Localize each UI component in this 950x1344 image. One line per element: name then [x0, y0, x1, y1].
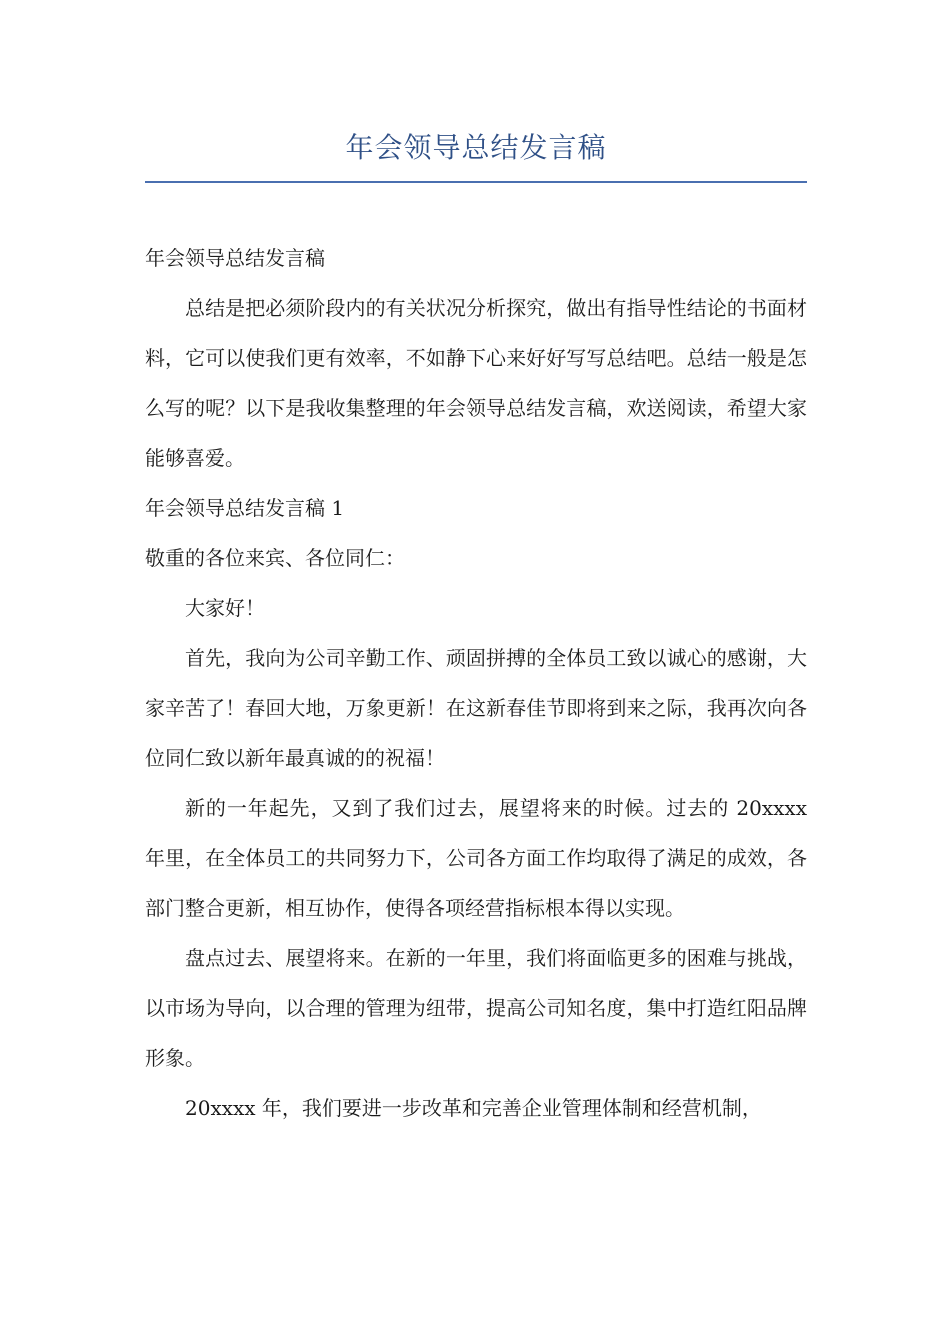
paragraph-outlook: 盘点过去、展望将来。在新的一年里，我们将面临更多的困难与挑战，以市场为导向，以合理的管理为纽带，提高公司知名度，集中打造红阳品牌形象。 — [145, 946, 807, 1070]
paragraph-intro: 总结是把必须阶段内的有关状况分析探究，做出有指导性结论的书面材料，它可以使我们更有效率，不如静下心来好好写写总结吧。总结一般是怎么写的呢？以下是我收集整理的年会领导总结发言稿，欢送阅读，希望大家能够喜爱。 — [145, 296, 807, 470]
paragraph-review: 新的一年起先，又到了我们过去，展望将来的时候。过去的 20xxxx 年里，在全体员工的共同努力下，公司各方面工作均取得了满足的成效，各部门整合更新，相互协作，使得各项经营指标根本得以实现。 — [145, 796, 807, 920]
paragraph-salutation: 敬重的各位来宾、各位同仁： — [145, 546, 405, 570]
paragraph-greeting: 大家好！ — [185, 596, 265, 620]
document-body — [145, 233, 807, 1133]
title-underline — [145, 181, 807, 183]
document-title: 年会领导总结发言稿 — [345, 131, 607, 164]
paragraph-plan: 20xxxx 年，我们要进一步改革和完善企业管理体制和经营机制， — [185, 1096, 762, 1120]
paragraph-section-title: 年会领导总结发言稿 1 — [145, 496, 345, 520]
paragraph-heading: 年会领导总结发言稿 — [145, 246, 325, 270]
paragraph-thanks: 首先，我向为公司辛勤工作、顽固拼搏的全体员工致以诚心的感谢，大家辛苦了！春回大地，万象更新！在这新春佳节即将到来之际，我再次向各位同仁致以新年最真诚的的祝福！ — [145, 646, 807, 770]
